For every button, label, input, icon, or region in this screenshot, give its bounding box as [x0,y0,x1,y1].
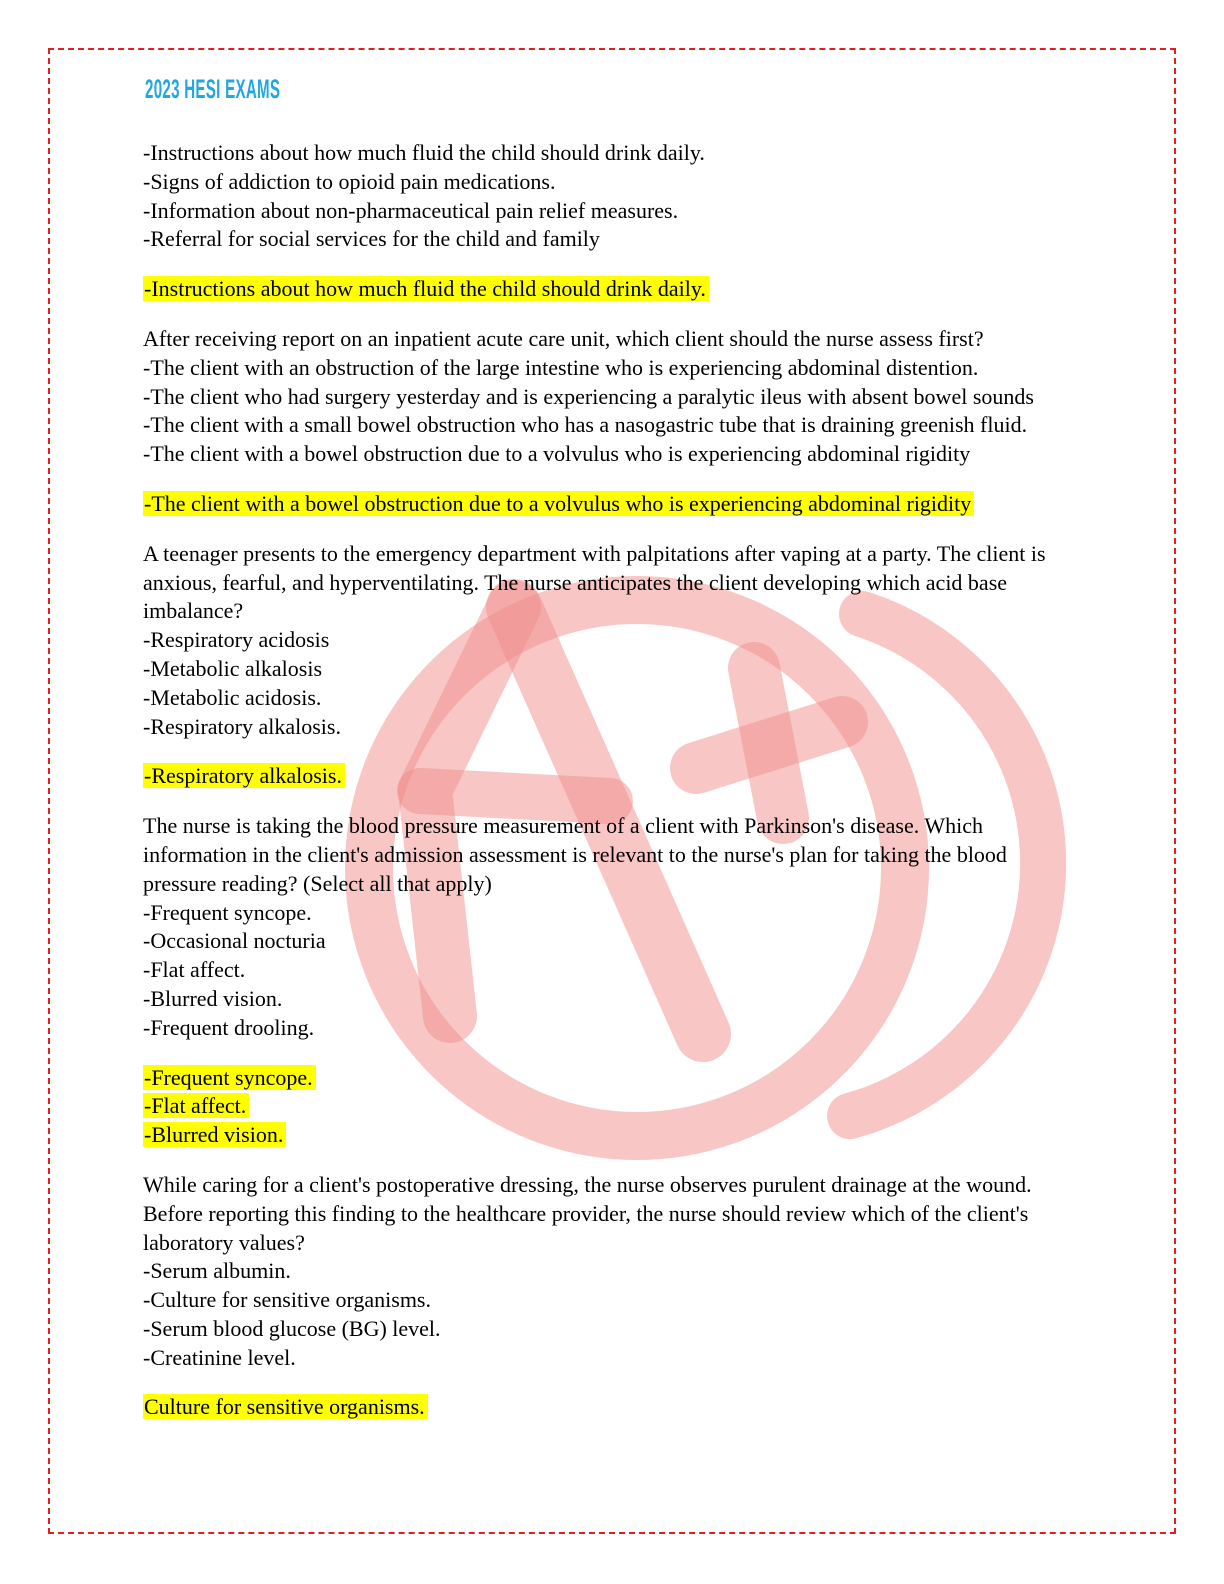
option-line: -Occasional nocturia [143,928,326,954]
option-line: -Signs of addiction to opioid pain medications. [143,168,556,194]
option-list [143,139,1063,254]
page-title: 2023 HESI EXAMS [145,74,281,104]
question-and-options [143,1171,1063,1373]
option-line: -Creatinine level. [143,1344,296,1370]
question-block-3 [143,540,1063,791]
question-stem: While caring for a client's postoperative dressing, the nurse observes purulent drainage at the wound. [143,1171,1032,1197]
answer-key [143,490,1063,519]
question-stem: A teenager presents to the emergency department with palpitations after vaping at a party. The client is [143,540,1046,566]
question-stem: The nurse is taking the blood pressure measurement of a client with Parkinson's disease. Which [143,813,983,839]
option-line: -The client who had surgery yesterday and is experiencing a paralytic ileus with absent bowel sounds [143,383,1034,409]
question-stem: laboratory values? [143,1229,305,1255]
option-line: -Respiratory acidosis [143,627,330,653]
option-line: -Instructions about how much fluid the child should drink daily. [143,140,705,165]
option-line: -Frequent drooling. [143,1014,315,1040]
option-line: -Metabolic alkalosis [143,655,323,681]
question-and-options [143,540,1063,742]
highlighted-answer: -Blurred vision. [143,1122,286,1147]
option-line: -Referral for social services for the child and family [143,226,600,252]
question-stem: After receiving report on an inpatient acute care unit, which client should the nurse assess first? [143,325,984,351]
highlighted-answer: Culture for sensitive organisms. [143,1394,428,1419]
answer-key [143,275,1063,304]
document-content [143,139,1063,1443]
question-stem: Before reporting this finding to the healthcare provider, the nurse should review which of the client's [143,1200,1029,1226]
highlighted-answer: -Frequent syncope. [143,1065,316,1090]
option-line: -Culture for sensitive organisms. [143,1287,431,1313]
question-block-1 [143,139,1063,304]
question-stem: pressure reading? (Select all that apply) [143,870,492,896]
option-line: -Metabolic acidosis. [143,684,322,710]
option-line: -The client with an obstruction of the large intestine who is experiencing abdominal distention. [143,354,979,380]
option-line: -Respiratory alkalosis. [143,713,341,739]
option-line: -The client with a small bowel obstruction who has a nasogastric tube that is draining greenish fluid. [143,412,1028,438]
highlighted-answer: -Flat affect. [143,1093,249,1118]
highlighted-answer: -The client with a bowel obstruction due to a volvulus who is experiencing abdominal rigidity [143,491,974,516]
option-line: -Information about non-pharmaceutical pain relief measures. [143,197,679,223]
highlighted-answer: -Instructions about how much fluid the child should drink daily. [143,276,709,301]
question-stem: anxious, fearful, and hyperventilating. The nurse anticipates the client developing which acid base [143,569,1008,595]
option-line: -Serum albumin. [143,1258,291,1284]
question-and-options [143,812,1063,1042]
option-line: -Flat affect. [143,957,246,983]
question-and-options [143,325,1063,469]
option-line: -Blurred vision. [143,985,283,1011]
option-line: -The client with a bowel obstruction due to a volvulus who is experiencing abdominal rigidity [143,441,971,467]
question-block-4 [143,812,1063,1150]
question-block-2 [143,325,1063,519]
question-stem: imbalance? [143,598,244,624]
answer-key [143,1064,1063,1150]
answer-key [143,762,1063,791]
option-line: -Frequent syncope. [143,899,312,925]
question-block-5 [143,1171,1063,1422]
option-line: -Serum blood glucose (BG) level. [143,1315,441,1341]
question-stem: information in the client's admission assessment is relevant to the nurse's plan for taking the blood [143,841,1007,867]
answer-key [143,1393,1063,1422]
highlighted-answer: -Respiratory alkalosis. [143,763,345,788]
